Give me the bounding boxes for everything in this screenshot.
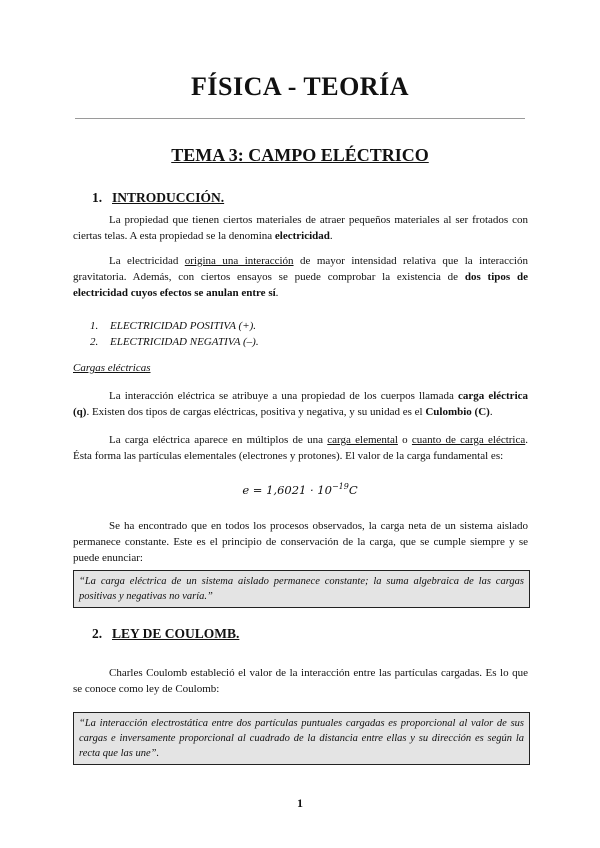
elementary-charge-formula: $e = 1,6021 \cdot 10^{-19}C$: [242, 482, 358, 497]
list-item: 1. ELECTRICIDAD POSITIVA (+).: [90, 320, 257, 332]
intro-paragraph-1: La propiedad que tienen ciertos materiales de atraer pequeños materiales al ser frotados con ciertas telas. A esta propiedad se la denomina electricidad.: [73, 214, 528, 242]
coulomb-paragraph: Charles Coulomb estableció el valor de la interacción entre las partículas cargadas. Es lo que se conoce como ley de Coulomb:: [73, 667, 528, 695]
intro-paragraph-2: La electricidad origina una interacción de mayor intensidad relativa que la interacción gravitatoria. Además, con ciertos ensayos se puede comprobar la existencia de dos tipos de electricidad cuyos efectos se anulan entre sí.: [73, 255, 528, 299]
charges-subheading: Cargas eléctricas: [73, 362, 151, 374]
section-2-title: LEY DE COULOMB.: [112, 626, 240, 641]
conservation-paragraph: Se ha encontrado que en todos los procesos observados, la carga neta de un sistema aislado permanece constante. Este es el principio de conservación de la carga, que se cumple siempre y se puede enunciar:: [73, 520, 528, 564]
charges-paragraph-2: La carga eléctrica aparece en múltiplos de una carga elemental o cuanto de carga eléctrica. Ésta forma las partículas elementales (electrones y protones). El valor de la carga fundamental es:: [73, 434, 528, 462]
coulomb-law-quote-box: “La interacción electrostática entre dos partículas puntuales cargadas es proporcional al valor de sus cargas e inversamente proporcional al cuadrado de la distancia entre ellas y su dirección es según la recta que las une”.: [73, 712, 530, 765]
section-2-heading: [92, 626, 239, 642]
document-title: FÍSICA - TEORÍA: [191, 72, 409, 101]
topic-title: TEMA 3: CAMPO ELÉCTRICO: [171, 145, 429, 165]
electricity-types-list: [90, 318, 259, 350]
charges-paragraph-1: La interacción eléctrica se atribuye a una propiedad de los cuerpos llamada carga eléctrica (q). Existen dos tipos de cargas eléctricas, positiva y negativa, y su unidad es el Culombio (C).: [73, 390, 529, 418]
section-1-title: INTRODUCCIÓN.: [112, 190, 225, 205]
section-2-number: 2.: [92, 626, 103, 641]
list-item: 2. ELECTRICIDAD NEGATIVA (–).: [90, 336, 259, 348]
section-1-heading: [92, 190, 224, 206]
page-number: 1: [297, 796, 303, 810]
title-divider: [75, 118, 525, 119]
conservation-quote-box: “La carga eléctrica de un sistema aislado permanece constante; la suma algebraica de las cargas positivas y negativas no varía.”: [73, 570, 530, 608]
section-1-number: 1.: [92, 190, 103, 205]
